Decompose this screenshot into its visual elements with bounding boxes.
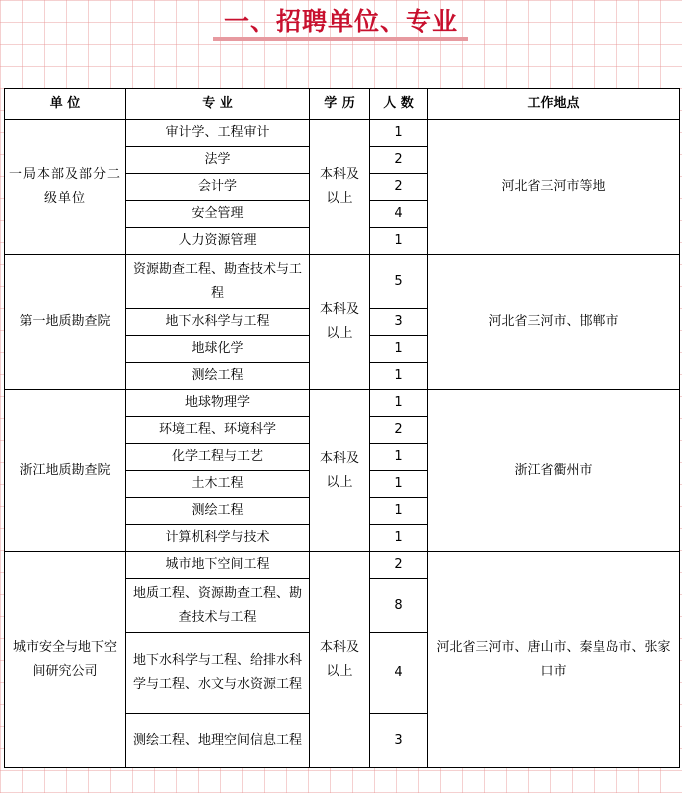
major-text: 测绘工程、地理空间信息工程 — [132, 732, 302, 748]
table-row — [5, 552, 680, 579]
count-cell: 1 — [370, 336, 428, 363]
count-cell: 3 — [370, 309, 428, 336]
table-header-row — [5, 89, 680, 120]
education-cell — [310, 390, 370, 552]
header-count: 人 数 — [370, 89, 428, 120]
count-cell: 1 — [370, 525, 428, 552]
count-cell: 4 — [370, 201, 428, 228]
major-cell: 审计学、工程审计 — [126, 120, 310, 147]
education-value: 本科及以上 — [319, 639, 359, 679]
major-cell: 环境工程、环境科学 — [126, 417, 310, 444]
major-text: 地质工程、资源勘查工程、勘查技术与工程 — [132, 585, 302, 625]
unit-cell: 第一地质勘查院 — [5, 255, 126, 390]
location-cell: 河北省三河市等地 — [428, 120, 680, 255]
header-major: 专 业 — [126, 89, 310, 120]
location-value: 河北省三河市、唐山市、秦皇岛市、张家口市 — [436, 639, 671, 679]
major-cell — [126, 579, 310, 633]
major-cell: 地下水科学与工程 — [126, 309, 310, 336]
header-education: 学 历 — [310, 89, 370, 120]
major-cell: 人力资源管理 — [126, 228, 310, 255]
count-cell: 1 — [370, 471, 428, 498]
major-cell: 地球物理学 — [126, 390, 310, 417]
count-cell: 1 — [370, 390, 428, 417]
count-cell: 4 — [370, 633, 428, 714]
count-cell: 3 — [370, 714, 428, 768]
header-location: 工作地点 — [428, 89, 680, 120]
major-cell — [126, 633, 310, 714]
count-cell: 5 — [370, 255, 428, 309]
location-cell — [428, 552, 680, 768]
count-cell: 8 — [370, 579, 428, 633]
page-title: 一、招聘单位、专业 — [223, 7, 458, 36]
education-value: 本科及以上 — [319, 450, 359, 490]
major-text: 资源勘查工程、勘查技术与工程 — [132, 261, 302, 301]
major-cell: 城市地下空间工程 — [126, 552, 310, 579]
education-cell — [310, 255, 370, 390]
major-cell: 测绘工程 — [126, 363, 310, 390]
major-cell: 计算机科学与技术 — [126, 525, 310, 552]
education-value: 本科及以上 — [319, 167, 359, 206]
table-row — [5, 120, 680, 147]
unit-cell: 浙江地质勘查院 — [5, 390, 126, 552]
education-cell — [310, 552, 370, 768]
count-cell: 2 — [370, 417, 428, 444]
title-underline — [213, 37, 468, 41]
major-cell: 法学 — [126, 147, 310, 174]
major-text: 地下水科学与工程、给排水科学与工程、水文与水资源工程 — [132, 653, 302, 692]
major-cell — [126, 255, 310, 309]
count-cell: 1 — [370, 228, 428, 255]
education-value: 本科及以上 — [319, 302, 359, 341]
count-cell: 2 — [370, 147, 428, 174]
major-cell: 化学工程与工艺 — [126, 444, 310, 471]
count-cell: 1 — [370, 498, 428, 525]
major-cell: 测绘工程 — [126, 498, 310, 525]
table-row — [5, 255, 680, 309]
major-cell: 会计学 — [126, 174, 310, 201]
count-cell: 2 — [370, 174, 428, 201]
header-unit: 单 位 — [5, 89, 126, 120]
recruitment-table — [4, 88, 680, 768]
major-cell: 地球化学 — [126, 336, 310, 363]
unit-name: 城市安全与地下空间研究公司 — [12, 639, 117, 679]
major-cell: 安全管理 — [126, 201, 310, 228]
unit-cell — [5, 120, 126, 255]
unit-name: 一局本部及部分二级单位 — [9, 167, 122, 206]
count-cell: 1 — [370, 120, 428, 147]
location-cell: 浙江省衢州市 — [428, 390, 680, 552]
major-cell — [126, 714, 310, 768]
count-cell: 1 — [370, 363, 428, 390]
count-cell: 1 — [370, 444, 428, 471]
table-row — [5, 390, 680, 417]
count-cell: 2 — [370, 552, 428, 579]
location-cell: 河北省三河市、邯郸市 — [428, 255, 680, 390]
unit-cell — [5, 552, 126, 768]
education-cell — [310, 120, 370, 255]
major-cell: 土木工程 — [126, 471, 310, 498]
